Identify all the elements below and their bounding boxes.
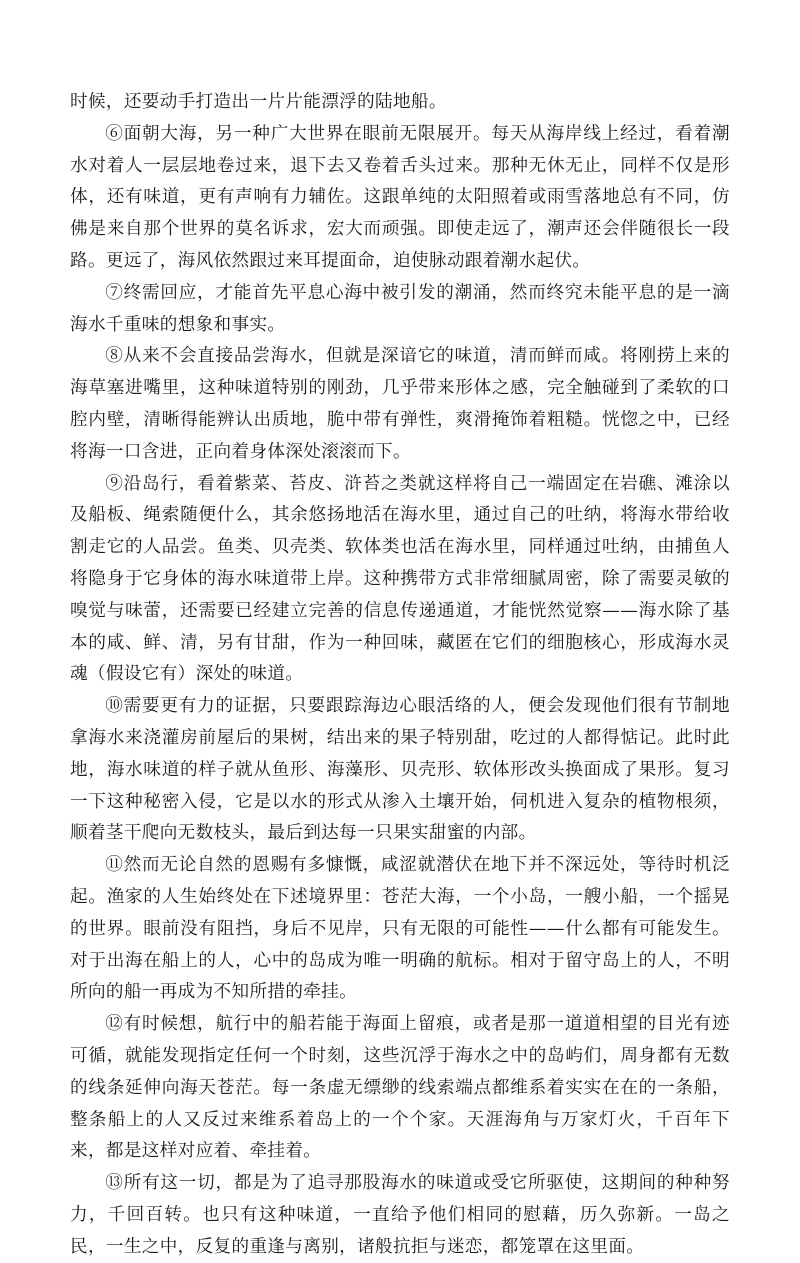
paragraph-continuation: 时候，还要动手打造出一片片能漂浮的陆地船。 — [70, 92, 447, 112]
paragraph-7: ⑦终需回应，才能首先平息心海中被引发的潮涌，然而终究未能平息的是一滴海水千重味的想象和事实。 — [70, 282, 730, 335]
paragraph-11: ⑪然而无论自然的恩赐有多慷慨，咸涩就潜伏在地下并不深远处，等待时机泛起。渔家的人生始终处在下述境界里：苍茫大海，一个小岛，一艘小船，一个摇晃的世界。眼前没有阻挡，身后不见岸，只有无限的可能性——什么都有可能发生。对于出海在船上的人，心中的岛成为唯一明确的航标。相对于留守岛上的人，不明所向的船一再成为不知所措的牵挂。 — [70, 855, 730, 1003]
paragraph-13: ⑬所有这一切，都是为了追寻那股海水的味道或受它所驱使，这期间的种种努力，千回百转。也只有这种味道，一直给予他们相同的慰藉，历久弥新。一岛之民，一生之中，反复的重逢与离别，诸般抗拒与迷恋，都笼罩在这里面。 — [70, 1173, 730, 1257]
paragraph-6: ⑥面朝大海，另一种广大世界在眼前无限展开。每天从海岸线上经过，看着潮水对着人一层层地卷过来，退下去又卷着舌头过来。那种无休无止，同样不仅是形体，还有味道，更有声响有力辅佐。这跟单纯的太阳照着或雨雪落地总有不同，仿佛是来自那个世界的莫名诉求，宏大而顽强。即使走远了，潮声还会伴随很长一段路。更远了，海风依然跟过来耳提面命，迫使脉动跟着潮水起伏。 — [70, 123, 730, 271]
paragraph-12: ⑫有时候想，航行中的船若能于海面上留痕，或者是那一道道相望的目光有迹可循，就能发现指定任何一个时刻，这些沉浮于海水之中的岛屿们，周身都有无数的线条延伸向海天苍茫。每一条虚无缥缈的线索端点都维系着实实在在的一条船，整条船上的人又反过来维系着岛上的一个个家。天涯海角与万家灯火，千百年下来，都是这样对应着、牵挂着。 — [70, 1014, 730, 1162]
document-page — [70, 87, 730, 1263]
paragraph-10: ⑩需要更有力的证据，只要跟踪海边心眼活络的人，便会发现他们很有节制地拿海水来浇灌房前屋后的果树，结出来的果子特别甜，吃过的人都得惦记。此时此地，海水味道的样子就从鱼形、海藻形、贝壳形、软体形改头换面成了果形。复习一下这种秘密入侵，它是以水的形式从渗入土壤开始，伺机进入复杂的植物根须，顺着茎干爬向无数枝头，最后到达每一只果实甜蜜的内部。 — [70, 696, 730, 844]
paragraph-8: ⑧从来不会直接品尝海水，但就是深谙它的味道，清而鲜而咸。将刚捞上来的海草塞进嘴里，这种味道特别的刚劲，几乎带来形体之感，完全触碰到了柔软的口腔内壁，清晰得能辨认出质地，脆中带有弹性，爽滑掩饰着粗糙。恍惚之中，已经将海一口含进，正向着身体深处滚滚而下。 — [70, 346, 730, 462]
paragraph-9: ⑨沿岛行，看着紫菜、苔皮、浒苔之类就这样将自己一端固定在岩礁、滩涂以及船板、绳索随便什么，其余悠扬地活在海水里，通过自己的吐纳，将海水带给收割走它的人品尝。鱼类、贝壳类、软体类也活在海水里，同样通过吐纳，由捕鱼人将隐身于它身体的海水味道带上岸。这种携带方式非常细腻周密，除了需要灵敏的嗅觉与味蕾，还需要已经建立完善的信息传递通道，才能恍然觉察——海水除了基本的咸、鲜、清，另有甘甜，作为一种回味，藏匿在它们的细胞核心，形成海水灵魂（假设它有）深处的味道。 — [70, 473, 730, 685]
